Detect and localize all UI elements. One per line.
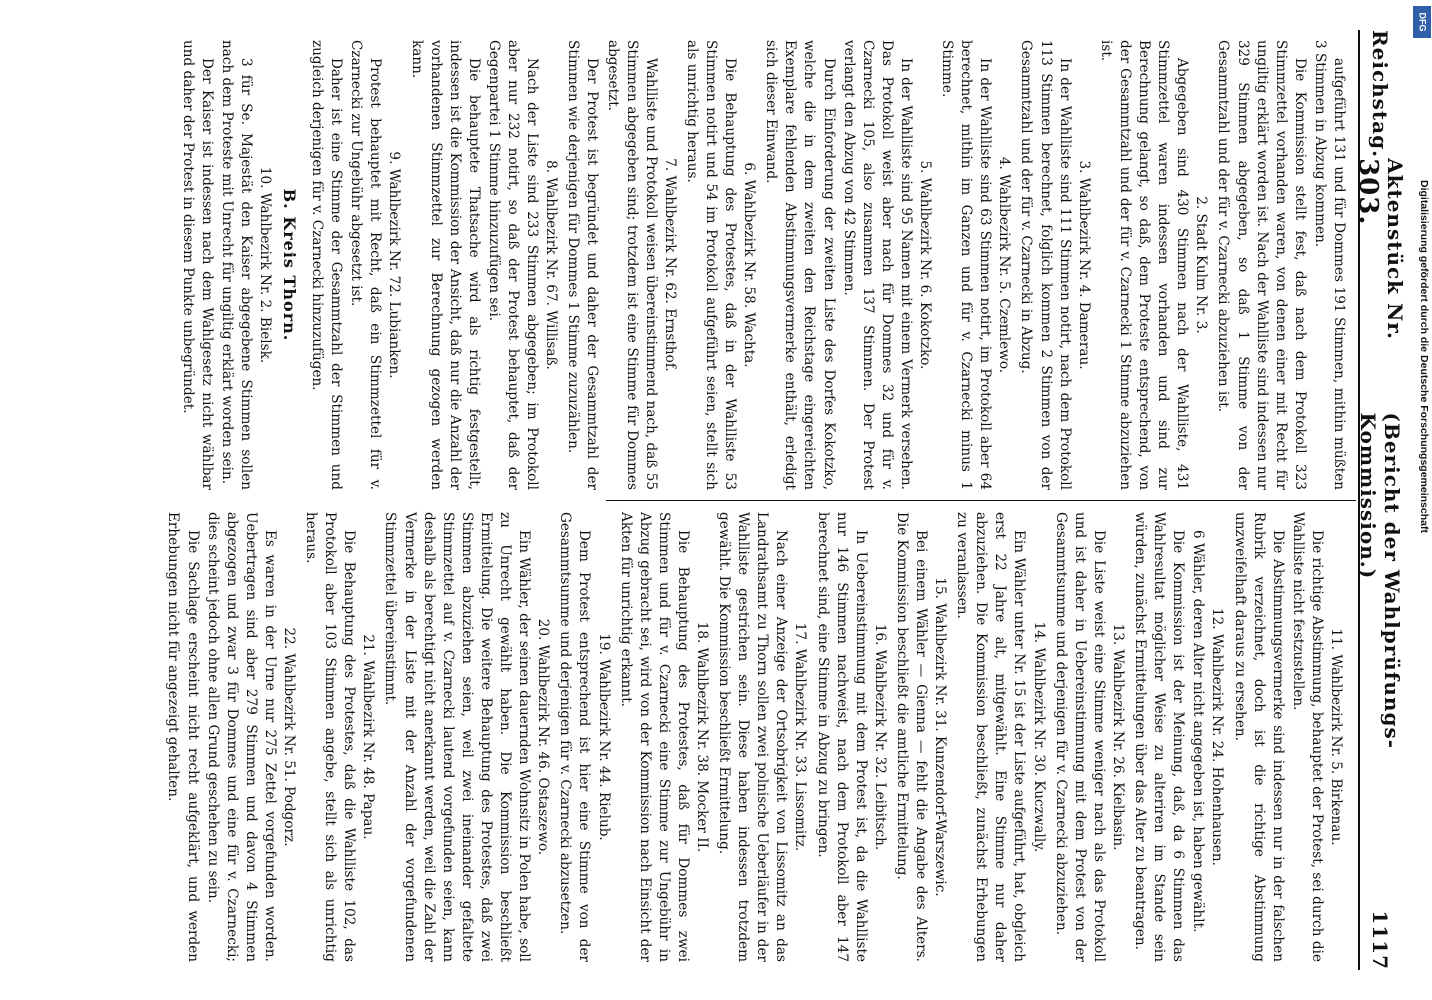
paragraph: In Uebereinstimmung mit dem Protest ist, da die Wahlliste nur 146 Stimmen nachweist, nach dem Protokoll aber 147 berechnet sind, eine Stimme in Abzug zu bringen. [814, 512, 869, 962]
section-heading: 11. Wahlbezirk Nr. 5. Birkenau. [1328, 628, 1344, 846]
left-column [30, 40, 1348, 490]
paragraph: Nach der Liste sind 233 Stimmen abgegeben; im Protokoll aber nur 232 notirt, so daß der Protest behauptet, daß der Gegenpartei 1 Stimme hinzuzufügen sei. [485, 40, 541, 490]
section-heading: 19. Wahlbezirk Nr. 44. Rielub. [595, 633, 612, 841]
section-heading: 7. Wahlbezirk Nr. 62. Ernsthof. [661, 158, 678, 372]
column-divider [606, 500, 1356, 501]
paragraph: Protest behauptet mit Recht, daß ein Stimmzettel für v. Czarnecki zur Ungebühr abgesetzt ist. [348, 40, 384, 490]
header-center [1353, 158, 1407, 412]
paragraph: Die Behauptung des Protestes, daß die Wahlliste 102, das Protokoll aber 103 Stimmen angebe, stellt sich als unrichtig heraus. [303, 512, 358, 962]
right-column [30, 512, 1348, 962]
digitization-credit [1412, 0, 1432, 1000]
paragraph: In der Wahlliste sind 111 Stimmen notirt, nach dem Protokoll 113 Stimmen berechnet, folglich kommen 2 Stimmen von der Gesammtzahl und der für v. Czarnecki in Abzug. [1018, 40, 1073, 490]
section-heading: 21. Wahlbezirk Nr. 48. Papau. [360, 634, 377, 840]
paragraph: Ein Wähler, der seinen dauernden Wohnsitz in Polen habe, soll zu Unrecht gewählt haben. Die Kommission beschließt Ermittelung. Die weitere Behauptung des Protestes, daß zwei Stimmen abzuziehen seien, weil zwei ineinander gefaltete Stimmzettel auf v. Czarnecki lautend vorgefunden seien, kann deshalb als berechtigt nicht anerkannt werden, weil die Zahl der Vermerke in der Liste mit der Anzahl der vorgefundenen Stimmzettel übereinstimmt. [382, 512, 533, 962]
section-heading: 22. Wahlbezirk Nr. 51. Podgorz. [281, 627, 298, 847]
section-heading: 18. Wahlbezirk Nr. 38. Mocker II. [694, 621, 710, 853]
paragraph: Durch Einforderung der zweiten Liste des Dorfes Kokotzko, welche die in dem zweiten den Reichstage eingereichten Exemplare fehlenden Abstimmungsvermerke enthält, erledigt sich dieser Einwand. [763, 40, 837, 490]
section-heading: 3. Wahlbezirk Nr. 4. Damerau. [1075, 160, 1092, 370]
section-heading: 17. Wahlbezirk Nr. 33. Lissomitz. [792, 622, 809, 852]
paragraph: Die richtige Abstimmung, behauptet der Protest, sei durch die Wahlliste nicht festzustellen. [1289, 512, 1325, 962]
header-left: Reichstag. [1368, 30, 1392, 159]
section-heading: 2. Stadt Kulm Nr. 3. [1193, 196, 1210, 334]
paragraph: Der Kaiser ist indessen nach dem Wahlgesetz nicht wählbar und daher der Protest in diesem Punkte unbegründet. [179, 40, 215, 490]
section-heading: 13. Wahlbezirk Nr. 26. Kielbasin. [1109, 623, 1126, 851]
paragraph: Die Kommission stellt fest, daß nach dem Protokoll 323 Stimmzettel vorhanden waren, von denen einer mit Recht für ungiltig erklärt worden ist. Nach der Wahlliste sind indessen nur 329 Stimmen abgegeben, so daß 1 Stimme von der Gesammtzahl und der für v. Czarnecki abzuziehen ist. [1215, 40, 1308, 490]
section-heading: 9. Wahlbezirk Nr. 72. Lubianken. [386, 151, 403, 379]
paragraph: Abgegeben sind 430 Stimmen nach der Wahlliste, 431 Stimmzettel waren indessen vorhanden und sind zur Berechnung gelangt, so daß, dem Proteste entsprechend, von der Gesammtzahl und der für v. Czarnecki 1 Stimme abzuziehen ist. [1097, 40, 1191, 490]
district-heading: B. Kreis Thorn. [280, 188, 300, 342]
section-heading: 6. Wahlbezirk Nr. 58. Wachta. [741, 162, 758, 368]
dfg-logo [1413, 6, 1431, 38]
page-number: 1117 [1368, 910, 1392, 970]
paragraph: Die Kommission ist der Meinung, daß, da 6 Stimmen das Wahlresultat möglicher Weise zu alteriren im Stande sein würden, zunächst Ermittelungen über das Alter zu beantragen. [1132, 512, 1187, 962]
section-heading: 15. Wahlbezirk Nr. 31. Kunzendorf-Warszewic. [932, 577, 949, 897]
page-header [1353, 30, 1407, 970]
paragraph: Es waren in der Urne nur 275 Zettel vorgefunden worden. Uebertragen sind aber 279 Stimmen und davon 4 Stimmen abgezogen und zwar 3 für Dommes und eine für v. Czarnecki; dies scheint jedoch ohne allen Grund geschehen zu sein. [204, 512, 278, 962]
section-heading: 5. Wahlbezirk Nr. 6. Kokotzko. [917, 160, 934, 370]
paragraph: Die Abstimmungsvermerke sind indessen nur in der falschen Rubrik verzeichnet, doch ist die richtige Abstimmung unzweifelhaft daraus zu ersehen. [1231, 512, 1286, 962]
paragraph: Nach einer Anzeige der Ortsobrigkeit von Lissomitz an das Landrathsamt zu Thorn sollen zwei polnische Ueberläufer in der Wahlliste gestrichen sein. Diese haben indessen trotzdem gewählt. Die Kommission beschließt Ermittelung. [716, 512, 790, 962]
section-heading: 20. Wahlbezirk Nr. 46. Ostaszewo. [535, 618, 552, 856]
paragraph: Die Sachlage erscheint nicht recht aufgeklärt, und werden Erhebungen nicht für angezeigt gehalten. [165, 512, 201, 962]
header-document-number: 303. [1353, 158, 1383, 226]
dfg-logo-text: DFG [1417, 12, 1427, 32]
paragraph: 3 für Se. Majestät den Kaiser abgegebene Stimmen sollen nach dem Proteste mit Unrecht für ungiltig erklärt worden sein. [218, 40, 254, 490]
paragraph: Wahlliste und Protokoll weisen übereinstimmend nach, daß 55 Stimmen abgegeben sind; trotzdem ist eine Stimme für Dommes abgesetzt. [604, 40, 659, 490]
digitization-credit-text: Digitalisierung gefördert durch die Deutsche Forschungsgemeinschaft [1418, 180, 1430, 533]
header-center-prefix: Aktenstück Nr. [1383, 158, 1407, 340]
paragraph: 6 Wähler, deren Alter nicht angegeben ist, haben gewählt. [1190, 530, 1207, 933]
paragraph: Die behauptete Thatsache wird als richtig festgestellt, indessen ist die Kommission der Ansicht, daß nur die Anzahl der vorhandenen Stimmzettel zur Berechnung gezogen werden kann. [408, 40, 482, 490]
section-heading: 16. Wahlbezirk Nr. 32. Leibitsch. [871, 623, 888, 851]
paragraph: In der Wahlliste sind 63 Stimmen notirt, im Protokoll aber 64 berechnet, mithin im Ganzen und für v. Czarnecki minus 1 Stimme. [939, 40, 994, 490]
paragraph: Der Protest ist begründet und daher der Gesammtzahl der Stimmen wie derjenigen für Dommes 1 Stimme zuzuzählen. [565, 40, 601, 490]
section-heading: 10. Wahlbezirk Nr. 2. Bielsk. [256, 166, 273, 364]
section-heading: 14. Wahlbezirk Nr. 30. Kuczwally. [1030, 621, 1047, 853]
paragraph: Bei einem Wähler — Gienna — fehlt die Angabe des Alters. Die Kommission beschließt die amtliche Ermittelung. [893, 512, 930, 962]
paragraph: Ein Wähler unter Nr. 15 ist der Liste aufgeführt, hat, obgleich erst 22 Jahre alt, mitgewählt. Eine Stimme nur daher abzuziehen. Die Kommission beschließt, zunächst Erhebungen zu veranlassen. [954, 512, 1028, 962]
paragraph: Dem Protest entsprechend ist hier eine Stimme von der Gesammtsumme und derjenigen für v. Czarnecki abzusetzen. [557, 512, 593, 962]
paragraph: Die Liste weist eine Stimme weniger nach als das Protokoll und ist daher in Uebereinstimmung mit dem Protest von der Gesammtsumme und derjenigen für v. Czarnecki abzuziehen. [1052, 512, 1107, 962]
section-heading: 4. Wahlbezirk Nr. 5. Czemlewo. [996, 156, 1013, 374]
section-heading: 12. Wahlbezirk Nr. 24. Hohenhausen. [1209, 607, 1226, 867]
paragraph: Die Behauptung des Protestes, daß in der Wahlliste 53 Stimmen notirt und 54 im Protokoll aufgeführt seien, stellt sich als unrichtig heraus. [683, 40, 739, 490]
paragraph: Die Behauptung des Protestes, daß für Dommes zwei Stimmen und für v. Czarnecki eine Stimme zur Ungebühr in Abzug gebracht sei, wird von der Kommission nach Einsicht der Akten für unrichtig erkannt. [617, 512, 691, 962]
paragraph: Daher ist eine Stimme der Gesammtzahl der Stimmen und zugleich derjenigen für v. Czarnecki hinzuzufügen. [309, 40, 345, 490]
paragraph: In der Wahlliste sind 95 Namen mit einem Vermerk versehen. Das Protokoll weist aber nach für Dommes 32 und für v. Czarnecki 105, also zusammen 137 Stimmen. Der Protest verlangt den Abzug von 42 Stimmen. [840, 40, 914, 490]
header-right-label: (Bericht der Wahlprüfungs-Kommission.) [1356, 412, 1404, 749]
paragraph: aufgeführt 131 und für Dommes 191 Stimmen, mithin müßten 3 Stimmen in Abzug kommen. [1311, 40, 1347, 490]
section-heading: 8. Wahlbezirk Nr. 67. Willisaß. [543, 160, 560, 370]
